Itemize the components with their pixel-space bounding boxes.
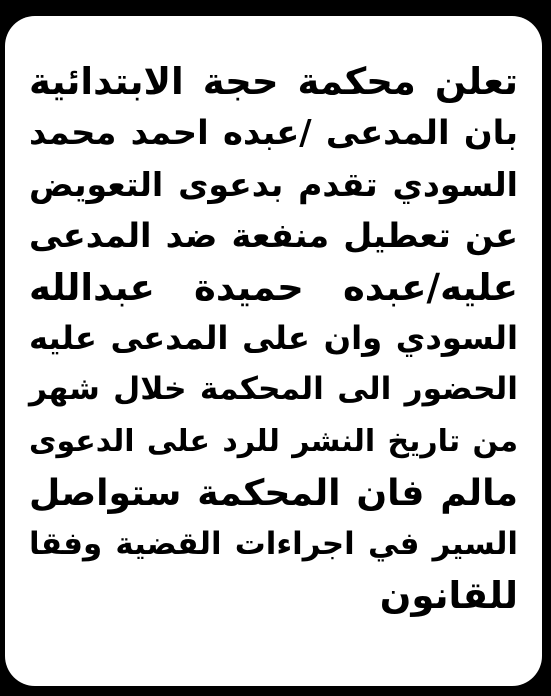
- notice-line-4: عن تعطيل منفعة ضد المدعى: [29, 216, 518, 256]
- notice-line-8: من تاريخ النشر للرد على الدعوى: [29, 423, 518, 459]
- notice-line-9: مالم فان المحكمة ستواصل: [29, 471, 518, 515]
- notice-body: [29, 56, 518, 621]
- notice-line-2: بان المدعى /عبده احمد محمد: [29, 113, 518, 153]
- notice-line-5: عليه/عبده حميدة عبدالله: [29, 265, 518, 309]
- notice-line-11: للقانون: [379, 574, 518, 618]
- notice-line-7: الحضور الى المحكمة خلال شهر: [29, 371, 518, 408]
- notice-card: [5, 16, 542, 686]
- notice-line-10: السير في اجراءات القضية وفقا: [29, 525, 518, 562]
- notice-line-1: تعلن محكمة حجة الابتدائية: [29, 60, 518, 103]
- notice-line-6: السودي وان على المدعى عليه: [29, 319, 518, 358]
- notice-line-3: السودي تقدم بدعوى التعويض: [29, 164, 518, 204]
